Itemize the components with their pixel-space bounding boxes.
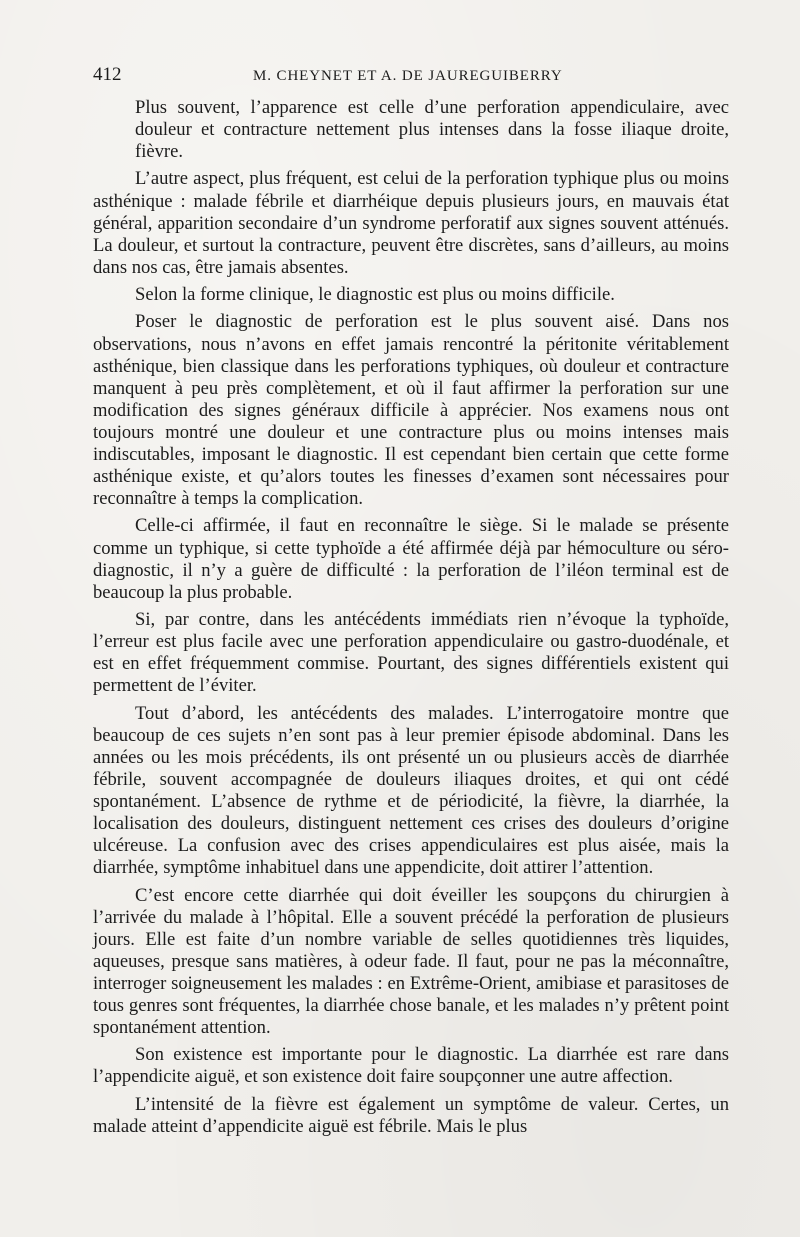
paragraph-5: Celle-ci affirmée, il faut en reconnaître le siège. Si le malade se présente comme un typhique, si cette typhoïde a été affirmée déjà par hémoculture ou séro-diagnostic, il n’y a guère de difficulté : la perforation de l’iléon terminal est de beaucoup la plus probable. — [93, 515, 729, 603]
running-title: M. CHEYNET ET A. DE JAUREGUIBERRY — [253, 68, 563, 84]
running-header — [93, 63, 729, 87]
body-text — [93, 97, 729, 1143]
paragraph-3: Selon la forme clinique, le diagnostic est plus ou moins difficile. — [135, 284, 615, 306]
paragraph-4: Poser le diagnostic de perforation est le plus souvent aisé. Dans nos observations, nous n’avons en effet jamais rencontré la péritonite véritablement asthénique, bien classique dans les perforations typhiques, où douleur et contracture manquent à peu près complètement, et où il faut affirmer la perforation sur une modification des signes généraux difficile à apprécier. Nos examens nous ont toujours montré une douleur et une contracture plus ou moins intenses mais indiscutables, imposant le diagnostic. Il est cependant bien certain que cette forme asthénique existe, et qu’alors toutes les finesses d’examen sont nécessaires pour reconnaître à temps la complication. — [93, 311, 729, 510]
paragraph-6: Si, par contre, dans les antécédents immédiats rien n’évoque la typhoïde, l’erreur est plus facile avec une perforation appendiculaire ou gastro-duodénale, et est en effet fréquemment commise. Pourtant, des signes différentiels existent qui permettent de l’éviter. — [93, 609, 729, 697]
paragraph-10: L’intensité de la fièvre est également un symptôme de valeur. Certes, un malade atteint d’appendicite aiguë est fébrile. Mais le plus — [93, 1093, 729, 1137]
page-number: 412 — [93, 64, 122, 85]
paragraph-9: Son existence est importante pour le diagnostic. La diarrhée est rare dans l’appendicite aiguë, et son existence doit faire soupçonner une autre affection. — [93, 1044, 729, 1088]
paragraph-7: Tout d’abord, les antécédents des malades. L’interrogatoire montre que beaucoup de ces sujets n’en sont pas à leur premier épisode abdominal. Dans les années ou les mois précédents, ils ont présenté un ou plusieurs accès de diarrhée fébrile, souvent accompagnée de douleurs iliaques droites, et qui ont cédé spontanément. L’absence de rythme et de périodicité, la fièvre, la diarrhée, la localisation des douleurs, distinguent nettement ces crises des douleurs d’origine ulcéreuse. La confusion avec des crises appendiculaires est plus aisée, mais la diarrhée, symptôme inhabituel dans une appendicite, doit attirer l’attention. — [93, 702, 729, 879]
paragraph-1: Plus souvent, l’apparence est celle d’une perforation appendiculaire, avec douleur et contracture nettement plus intenses dans la fosse iliaque droite, fièvre. — [135, 97, 729, 163]
paragraph-8: C’est encore cette diarrhée qui doit éveiller les soupçons du chirurgien à l’arrivée du malade à l’hôpital. Elle a souvent précédé la perforation de plusieurs jours. Elle est faite d’un nombre variable de selles quotidiennes très liquides, aqueuses, presque sans matières, à odeur fade. Il faut, pour ne pas la méconnaître, interroger soigneusement les malades : en Extrême-Orient, amibiase et parasitoses de tous genres sont fréquentes, la diarrhée chose banale, et les malades n’y prêtent point spontanément attention. — [93, 884, 729, 1039]
paragraph-2: L’autre aspect, plus fréquent, est celui de la perforation typhique plus ou moins asthénique : malade fébrile et diarrhéique depuis plusieurs jours, en mauvais état général, apparition secondaire d’un syndrome perforatif aux signes souvent atténués. La douleur, et surtout la contracture, peuvent être discrètes, sans d’ailleurs, au moins dans nos cas, être jamais absentes. — [93, 168, 729, 278]
